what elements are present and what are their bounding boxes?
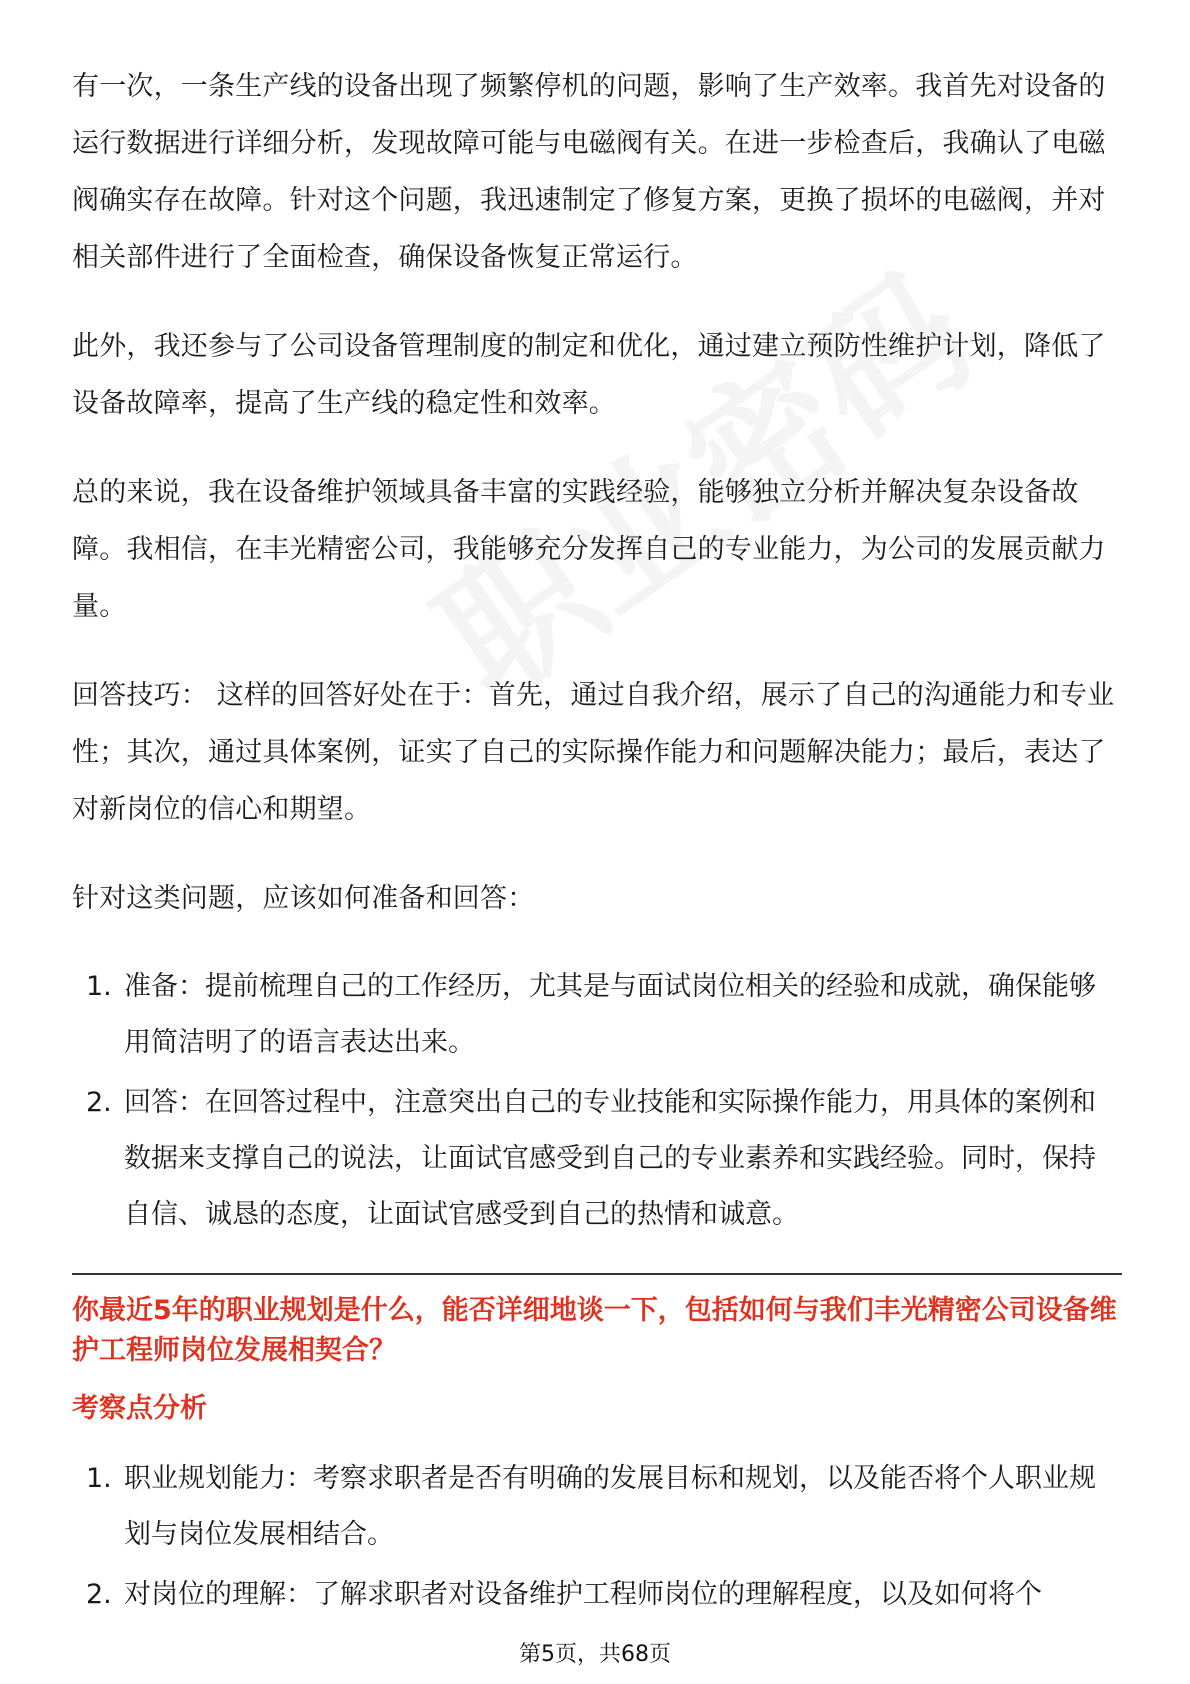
list-number: 2. <box>86 1579 112 1610</box>
list-number: 2. <box>86 1087 112 1118</box>
list-item-text: 职业规划能力：考察求职者是否有明确的发展目标和规划，以及能否将个人职业规划与岗位发展相结合。 <box>124 1463 1096 1550</box>
analysis-list <box>72 1451 1122 1623</box>
list-item <box>72 959 1122 1071</box>
interview-question: 你最近5年的职业规划是什么，能否详细地谈一下，包括如何与我们丰光精密公司设备维护工程师岗位发展相契合？ <box>72 1295 1117 1366</box>
list-item-text: 准备：提前梳理自己的工作经历，尤其是与面试岗位相关的经验和成就，确保能够用简洁明了的语言表达出来。 <box>124 971 1096 1058</box>
list-item <box>72 1567 1122 1623</box>
page-footer: 第5页，共68页 <box>519 1642 671 1667</box>
paragraph-answer-tips: 回答技巧： 这样的回答好处在于：首先，通过自我介绍，展示了自己的沟通能力和专业性；其次，通过具体案例，证实了自己的实际操作能力和问题解决能力；最后，表达了对新岗位的信心和期望。 <box>72 680 1115 825</box>
list-item-text: 对岗位的理解：了解求职者对设备维护工程师岗位的理解程度，以及如何将个 <box>124 1579 1042 1610</box>
list-item-text: 回答：在回答过程中，注意突出自己的专业技能和实际操作能力，用具体的案例和数据来支撑自己的说法，让面试官感受到自己的专业素养和实践经验。同时，保持自信、诚恳的态度，让面试官感受到自己的热情和诚意。 <box>124 1087 1096 1230</box>
paragraph-summary: 总的来说，我在设备维护领域具备丰富的实践经验，能够独立分析并解决复杂设备故障。我相信，在丰光精密公司，我能够充分发挥自己的专业能力，为公司的发展贡献力量。 <box>72 477 1106 622</box>
paragraph-management: 此外，我还参与了公司设备管理制度的制定和优化，通过建立预防性维护计划，降低了设备故障率，提高了生产线的稳定性和效率。 <box>72 331 1106 419</box>
page-content <box>72 58 1122 1653</box>
list-item <box>72 1075 1122 1243</box>
list-item <box>72 1451 1122 1563</box>
section-divider <box>72 1273 1122 1275</box>
list-number: 1. <box>86 971 112 1002</box>
list-number: 1. <box>86 1463 112 1494</box>
paragraph-how-to-prepare: 针对这类问题，应该如何准备和回答： <box>72 883 535 914</box>
prep-list <box>72 959 1122 1243</box>
analysis-heading: 考察点分析 <box>72 1393 207 1424</box>
paragraph-case-story: 有一次，一条生产线的设备出现了频繁停机的问题，影响了生产效率。我首先对设备的运行数据进行详细分析，发现故障可能与电磁阀有关。在进一步检查后，我确认了电磁阀确实存在故障。针对这个问题，我迅速制定了修复方案，更换了损坏的电磁阀，并对相关部件进行了全面检查，确保设备恢复正常运行。 <box>72 71 1106 273</box>
